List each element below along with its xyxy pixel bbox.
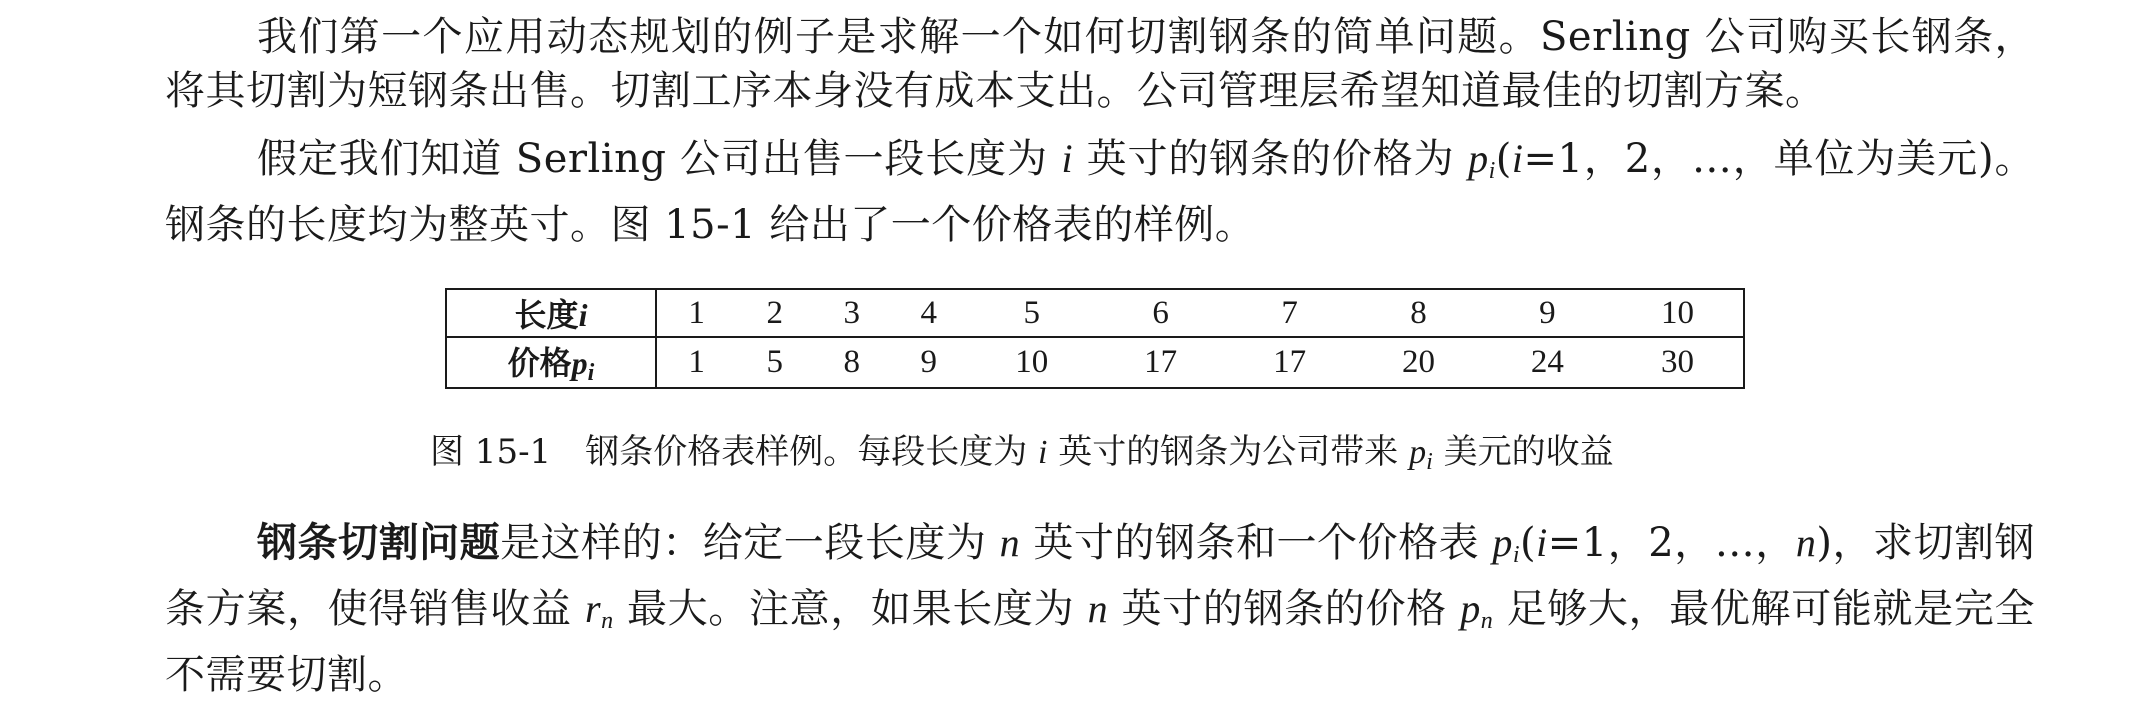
price-cell: 17 xyxy=(1273,344,1307,380)
math-subscript-n: n xyxy=(601,608,614,634)
price-cell: 30 xyxy=(1660,344,1694,380)
text-run: ( xyxy=(1520,520,1537,566)
text-run: 最大。注意，如果长度为 xyxy=(613,586,1088,632)
text-run: 美元的收益 xyxy=(1432,432,1614,472)
math-p-sub-i xyxy=(1409,434,1433,475)
math-var-i: i xyxy=(1061,136,1074,181)
price-cell: 24 xyxy=(1530,344,1564,380)
price-label: 价格 xyxy=(507,344,572,382)
price-cell: 9 xyxy=(920,344,937,380)
length-cell: 6 xyxy=(1096,289,1225,337)
length-cell: 4 xyxy=(890,289,967,337)
length-cell: 8 xyxy=(1354,289,1483,337)
math-var-i: i xyxy=(1536,520,1548,565)
math-var-n: n xyxy=(1087,586,1109,631)
math-var-r: r xyxy=(585,586,602,631)
text-run: )，求切割钢条方案，使得销售收益 xyxy=(165,520,2036,632)
price-cell: 10 xyxy=(1015,344,1049,380)
math-r-sub-n xyxy=(585,586,614,634)
math-subscript-n: n xyxy=(1480,608,1494,634)
length-cell: 9 xyxy=(1483,289,1612,337)
price-row xyxy=(446,337,1744,388)
text-run: 英寸的钢条为公司带来 xyxy=(1047,432,1410,472)
price-cell: 1 xyxy=(688,344,705,380)
text-run: 英寸的钢条的价格为 xyxy=(1073,136,1469,182)
math-var-i: i xyxy=(1038,434,1048,471)
math-var-p: p xyxy=(1468,136,1489,181)
math-var-p: p xyxy=(1492,520,1513,565)
length-cell: 7 xyxy=(1225,289,1354,337)
math-subscript-i: i xyxy=(1426,449,1433,475)
text-run: ( xyxy=(1495,136,1512,182)
length-label: 长度 xyxy=(514,296,579,334)
math-subscript-i: i xyxy=(1488,158,1496,184)
price-cell: 20 xyxy=(1401,344,1435,380)
length-cell: 5 xyxy=(967,289,1096,337)
math-p-sub-i xyxy=(1492,520,1521,568)
length-cell: 10 xyxy=(1612,289,1744,337)
problem-paragraph xyxy=(165,516,2035,702)
length-cell: 3 xyxy=(813,289,890,337)
intro-text: 我们第一个应用动态规划的例子是求解一个如何切割钢条的简单问题。Serling 公司购买长钢条，将其切割为短钢条出售。切割工序本身没有成本支出。公司管理层希望知道最佳的切割方案。 xyxy=(165,14,2035,114)
length-cell: 1 xyxy=(656,289,736,337)
length-row-header xyxy=(446,289,656,337)
assumption-paragraph xyxy=(165,132,2035,252)
math-var-p: p xyxy=(1460,586,1481,631)
math-var-i: i xyxy=(1511,136,1524,181)
price-cell: 8 xyxy=(843,344,860,380)
math-p-sub-i xyxy=(571,345,595,386)
math-subscript-i: i xyxy=(587,360,595,386)
length-row xyxy=(446,289,1744,337)
math-var-p: p xyxy=(1409,434,1427,471)
price-cell: 17 xyxy=(1144,344,1178,380)
price-row-header xyxy=(446,337,656,388)
text-run: 假定我们知道 Serling 公司出售一段长度为 xyxy=(257,136,1062,182)
text-run: =1，2，…， xyxy=(1547,520,1796,566)
intro-paragraph xyxy=(165,10,2035,118)
text-run: 钢条价格表样例。每段长度为 xyxy=(585,432,1039,472)
text-run: =1，2，…，单位为美元)。钢条的长度均为整英寸。图 15-1 给出了一个价格表的样例。 xyxy=(165,136,2035,248)
math-p-sub-n xyxy=(1460,586,1494,634)
price-table xyxy=(445,288,1745,389)
math-var-p: p xyxy=(571,345,588,381)
math-var-n: n xyxy=(999,520,1021,565)
math-var-i: i xyxy=(578,297,588,333)
length-cell: 2 xyxy=(736,289,813,337)
price-cell: 5 xyxy=(766,344,783,380)
math-subscript-i: i xyxy=(1512,542,1521,568)
math-var-n: n xyxy=(1795,520,1817,565)
figure-caption xyxy=(430,428,1614,486)
text-run: 是这样的：给定一段长度为 xyxy=(500,520,1000,566)
text-run: 足够大，最优解可能就是完全不需要切割。 xyxy=(165,586,2036,698)
text-run: 英寸的钢条和一个价格表 xyxy=(1020,520,1493,566)
problem-term: 钢条切割问题 xyxy=(257,519,501,566)
math-p-sub-i xyxy=(1468,136,1496,184)
figure-label: 图 15-1 xyxy=(430,432,552,472)
text-run: 英寸的钢条的价格 xyxy=(1108,586,1461,632)
